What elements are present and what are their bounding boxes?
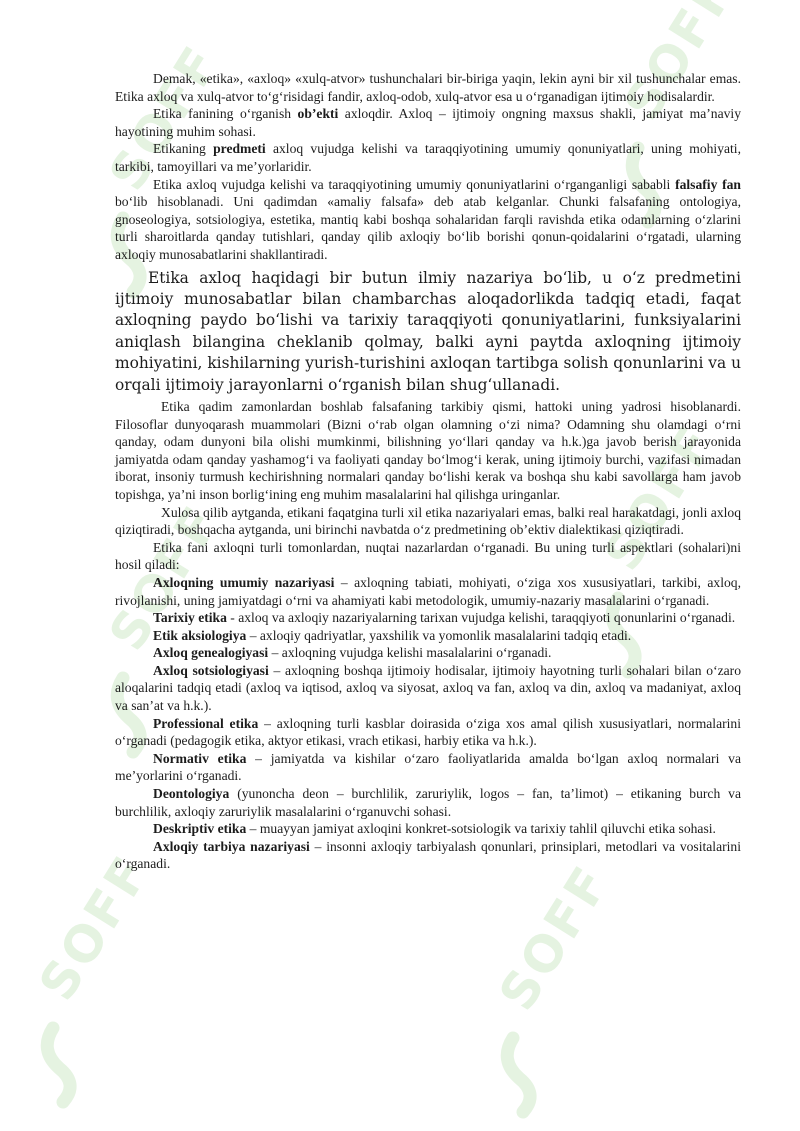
- aspect-axiology: [115, 627, 741, 645]
- term-normative-ethics: Normativ etika: [153, 750, 247, 766]
- paragraph-text: – axloqning boshqa ijtimoiy hodisalar, ijtimoiy hayotning turli sohalari bilan o‘zaro aloqalarini tadqiq etadi (axloq va iqtisod, axloq va siyosat, axloq va fan, axloq va din, axloq va madaniyat, axloq va san’at va h.k.).: [115, 662, 741, 714]
- paragraph-intro: [115, 70, 741, 105]
- term-axiology: Etik aksiologiya: [153, 627, 247, 643]
- aspect-descriptive-ethics: [115, 820, 741, 838]
- aspect-professional-ethics: [115, 715, 741, 750]
- paragraph-text: (yunoncha deon – burchlilik, zaruriylik, logos – fan, ta’limot) – etikaning burch va burchlilik, axloqiy zaruriylik masalalarini o‘rganuvchi sohasi.: [115, 786, 741, 819]
- paragraph-text: Demak, «etika», «axloq» «xulq-atvor» tushunchalari bir-biriga yaqin, lekin ayni bir xil tushunchalar emas. Etika axloq va xulq-atvor to‘g‘risidagi fandir, axloq-odob, xulq-atvor esa u o‘rganadigan ijtimoiy hodisalardir.: [115, 71, 741, 104]
- term-subject: predmeti: [213, 141, 266, 157]
- paragraph-text: axloq vujudga kelishi va taraqqiyotining umumiy qonuniyatlari, uning mohiyati, tarkibi, tamoyillari va me’yorlaridir.: [115, 141, 741, 174]
- aspect-general-theory: [115, 574, 741, 609]
- term-philosophical-science: falsafiy fan: [675, 176, 741, 192]
- term-deontology: Deontologiya: [153, 786, 230, 802]
- paragraph-history: [115, 398, 741, 504]
- paragraph-text: – axloqiy qadriyatlar, yaxshilik va yomonlik masalalarini tadqiq etadi.: [246, 627, 632, 643]
- paragraph-subject: [115, 140, 741, 175]
- aspect-deontology: [115, 785, 741, 820]
- paragraph-text: - axloq va axloqiy nazariyalarning tarixan vujudga kelishi, taraqqiyoti qonunlarini o‘rganadi.: [226, 610, 736, 626]
- term-professional-ethics: Professional etika: [153, 715, 259, 731]
- paragraph-text: bo‘lib hisoblanadi. Uni qadimdan «amaliy falsafa» deb atab kelganlar. Chunki falsafaning ontologiya, gnoseologiya, sotsiologiya, estetika, mantiq kabi boshqa sohalaridan farqli ravishda etika odamlarning o‘zlarini turli sharoitlarda qanday tutishlari, qanday qilib axloqiy bo‘lib borishi qonun-qoidalarini o‘rgatadi, ularning axloqiy munosabatlarini shakllantiradi.: [115, 194, 741, 262]
- paragraph-text: Xulosa qilib aytganda, etikani faqatgina turli xil etika nazariyalari emas, balki real harakatdagi, jonli axloq qiziqtiradi, boshqacha aytganda, uni birinchi navbatda o‘z predmetining ob’ektiv dialektikasi qiziqtiradi.: [115, 504, 741, 538]
- paragraph-text: – axloqning turli kasblar doirasida o‘ziga xos amal qilish xususiyatlari, normalarini o‘rganadi (pedagogik etika, aktyor etikasi, vrach etikasi, harbiy etika va h.k.).: [115, 715, 741, 749]
- paragraph-text: Etika axloq vujudga kelishi va taraqqiyotining umumiy qonuniyatlarini o‘rganganligi sababli: [153, 176, 676, 192]
- paragraph-text: – axloqning tabiati, mohiyati, o‘ziga xos xususiyatlari, tarkibi, axloq, rivojlanishi, uning jamiyatdagi o‘rni va ahamiyati kabi metodologik, umumiy-nazariy masalalarini o‘rganadi.: [115, 574, 741, 608]
- paragraph-text: Etika qadim zamonlardan boshlab falsafaning tarkibiy qismi, hattoki uning yadrosi hisoblanardi. Filosoflar dunyoqarash muammolari (Bizni o‘rab olgan olamning o‘zi nima? Odamning shu olamdagi o‘rni qanday, odam dunyoni bila olishi mumkinmi, bilishning yo‘llari qanday va h.k.)ga javob berish jarayonida jamiyatda odam qanday yashamog‘i va faoliyati qanday bo‘lmog‘i kerak, uning ijtimoiy burchi, vazifasi nimadan iborat, insoniy turmush kechirishning normalari qanday bo‘lishi kerak va boshqa shu kabi savollarga ham javob topishga, ya’ni inson borlig‘ining eng muhim masalalarini hal qilishga uringanlar.: [115, 398, 741, 502]
- aspect-moral-education: [115, 838, 741, 873]
- aspect-genealogy: [115, 644, 741, 662]
- paragraph-text: Etika fani axloqni turli tomonlardan, nuqtai nazarlardan o‘rganadi. Bu uning turli aspektlari (sohalari)ni hosil qiladi:: [115, 539, 741, 573]
- term-genealogy: Axloq genealogiyasi: [153, 645, 269, 661]
- paragraph-text: Etika axloq haqidagi bir butun ilmiy nazariya bo‘lib, u o‘z predmetini ijtimoiy munosabatlar bilan chambarchas aloqadorlikda tadqiq etadi, faqat axloqning paydo bo‘lishi va tarixiy taraqqiyoti qonuniyatlarini, funksiyalarini aniqlash bilangina cheklanib qolmay, balki ayni paytda axloqning ijtimoiy mohiyatini, kishilarning yurish-turishini axloqan tartibga solish qonunlarini va u orqali ijtimoiy jarayonlarni o‘rganish bilan shug‘ullanadi.: [115, 268, 741, 394]
- paragraph-text: – muayyan jamiyat axloqini konkret-sotsiologik va tarixiy tahlil qiluvchi etika sohasi.: [246, 821, 716, 837]
- paragraph-text: Etikaning: [153, 141, 214, 157]
- paragraph-text: – insonni axloqiy tarbiyalash qonunlari, prinsiplari, metodlari va vositalarini o‘rganadi.: [115, 838, 741, 872]
- term-descriptive-ethics: Deskriptiv etika: [153, 821, 247, 837]
- paragraph-object: [115, 105, 741, 140]
- term-historical-ethics: Tarixiy etika: [153, 610, 227, 626]
- term-object: ob’ekti: [297, 106, 339, 122]
- term-sociology: Axloq sotsiologiyasi: [153, 662, 269, 678]
- aspect-sociology: [115, 662, 741, 715]
- paragraph-text: axloqdir. Axloq – ijtimoiy ongning maxsus shakli, jamiyat ma’naviy hayotining muhim sohasi.: [115, 106, 741, 139]
- paragraph-text: – jamiyatda va kishilar o‘zaro faoliyatlarida amalda bo‘lgan axloq normalari va me’yorlarini o‘rganadi.: [115, 750, 741, 784]
- paragraph-theory: [115, 268, 741, 396]
- aspect-historical-ethics: [115, 609, 741, 627]
- aspect-normative-ethics: [115, 750, 741, 785]
- paragraph-text: Etika fanining o‘rganish: [153, 106, 298, 122]
- document-body: [115, 70, 741, 873]
- paragraph-aspects: [115, 539, 741, 574]
- paragraph-conclusion: [115, 504, 741, 539]
- term-general-theory: Axloqning umumiy nazariyasi: [153, 574, 335, 590]
- paragraph-philosophy: [115, 176, 741, 264]
- term-moral-education: Axloqiy tarbiya nazariyasi: [153, 838, 310, 854]
- paragraph-text: – axloqning vujudga kelishi masalalarini o‘rganadi.: [268, 645, 552, 661]
